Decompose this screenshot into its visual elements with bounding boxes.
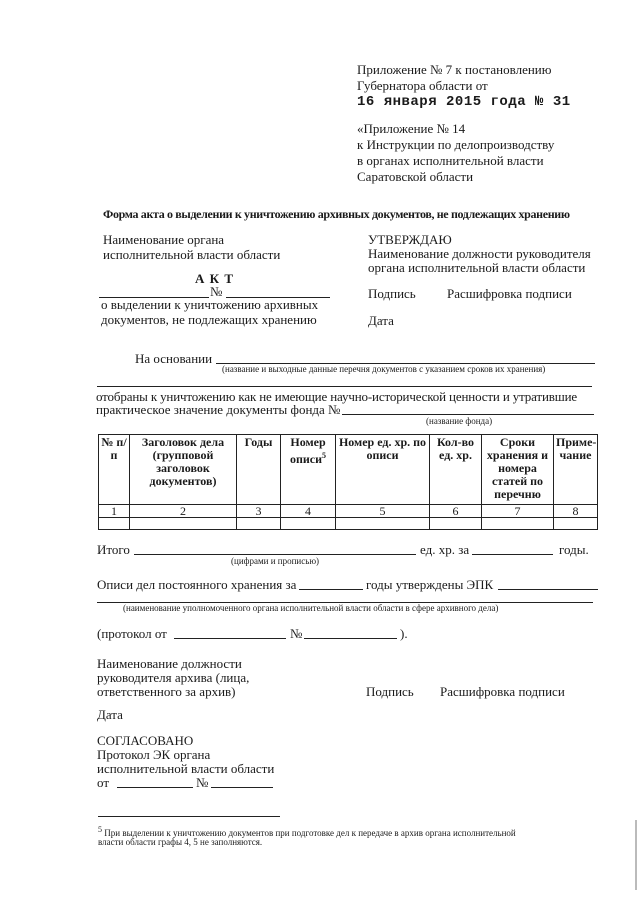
act-subject-line-2: документов, не подлежащих хранению <box>101 312 317 327</box>
documents-table <box>98 434 598 530</box>
protocol-date-line <box>174 638 286 639</box>
inventories-text-a: Описи дел постоянного хранения за <box>97 577 297 592</box>
col-header-storage-unit-number: Номер ед. хр. по описи <box>336 435 430 505</box>
column-number: 8 <box>554 505 598 518</box>
col-header-retention-terms: Сроки хранения и номера статей по перечню <box>482 435 554 505</box>
totals-label: Итого <box>97 542 130 557</box>
table-numbering-row <box>99 505 598 518</box>
header-line-2: Губернатора области от <box>357 78 488 93</box>
col-header-inventory-number <box>281 435 336 505</box>
footnote-separator <box>98 816 280 817</box>
agreed-number-sign: № <box>196 775 209 790</box>
approval-date-label: Дата <box>368 313 394 328</box>
footnote-reference: 5 <box>322 451 327 460</box>
agreed-line-2: исполнительной власти области <box>97 761 275 776</box>
protocol-number-sign: № <box>290 626 303 641</box>
approve-label: УТВЕРЖДАЮ <box>368 232 452 247</box>
scan-edge-mark <box>635 820 637 890</box>
col-header-number: № п/п <box>99 435 130 505</box>
form-title: Форма акта о выделении к уничтожению архивных документов, не подлежащих хранению <box>103 207 570 221</box>
totals-hint: (цифрами и прописью) <box>231 556 320 566</box>
approver-signature-decode-label: Расшифровка подписи <box>447 286 572 301</box>
footnote-mark: 5 <box>98 825 102 834</box>
table-cell <box>130 518 237 530</box>
protocol-text-c: ). <box>400 626 408 641</box>
totals-line <box>134 554 416 555</box>
archive-head-line-2: руководителя архива (лица, <box>97 670 250 685</box>
table-cell <box>99 518 130 530</box>
table-header-row <box>99 435 598 505</box>
basis-label: На основании <box>135 351 213 366</box>
column-number: 7 <box>482 505 554 518</box>
footnote-text-1: При выделении к уничтожению документов при подготовке дел к передаче в архив органа исполнительной <box>104 828 516 838</box>
column-number: 5 <box>336 505 430 518</box>
agreed-date-line <box>117 787 193 788</box>
col-header-years: Годы <box>237 435 281 505</box>
archive-head-line-1: Наименование должности <box>97 656 242 671</box>
organ-hint: (наименование уполномоченного органа исполнительной власти области в сфере архивного дела) <box>123 603 499 613</box>
act-title: А К Т <box>195 271 234 286</box>
agreed-number-line <box>211 787 273 788</box>
protocol-number-line <box>304 638 397 639</box>
table-cell <box>336 518 430 530</box>
quote-line-2: к Инструкции по делопроизводству <box>357 137 555 152</box>
fund-hint: (название фонда) <box>426 416 493 426</box>
column-number: 3 <box>237 505 281 518</box>
agreed-from-label: от <box>97 775 110 790</box>
act-subject-line-1: о выделении к уничтожению архивных <box>101 297 319 312</box>
header-line-1: Приложение № 7 к постановлению <box>357 62 552 77</box>
totals-years-label: годы. <box>559 542 589 557</box>
quote-line-3: в органах исполнительной власти <box>357 153 544 168</box>
act-number-sign: № <box>210 284 223 299</box>
quote-line-4: Саратовской области <box>357 169 474 184</box>
org-name-line-2: исполнительной власти области <box>103 247 281 262</box>
archive-date-label: Дата <box>97 707 123 722</box>
col-header-inventory-number-text: Номер описи <box>289 435 326 466</box>
col-header-case-title: Заголовок дела (групповой заголовок документов) <box>130 435 237 505</box>
inventories-years-line <box>299 589 363 590</box>
archive-signature-decode-label: Расшифровка подписи <box>440 684 565 699</box>
approver-position-line-2: органа исполнительной власти области <box>368 260 586 275</box>
table-cell <box>482 518 554 530</box>
selected-text-line-1: отобраны к уничтожению как не имеющие научно-исторической ценности и утратившие <box>96 389 578 404</box>
column-number: 1 <box>99 505 130 518</box>
org-name-line-1: Наименование органа <box>103 232 225 247</box>
agreed-title: СОГЛАСОВАНО <box>97 733 194 748</box>
archive-head-line-3: ответственного за архив) <box>97 684 236 699</box>
approver-position-line-1: Наименование должности руководителя <box>368 246 591 261</box>
basis-continuation-line <box>97 386 592 387</box>
epk-line <box>498 589 598 590</box>
totals-years-line <box>472 554 553 555</box>
column-number: 4 <box>281 505 336 518</box>
inventories-text-b: годы утверждены ЭПК <box>366 577 494 592</box>
selected-text-line-2: практическое значение документы фонда № <box>96 402 341 417</box>
column-number: 6 <box>430 505 482 518</box>
table-cell <box>430 518 482 530</box>
footnote-line-2: власти области графы 4, 5 не заполняются. <box>98 837 263 847</box>
decree-date-stamp: 16 января 2015 года № 31 <box>357 94 571 110</box>
approver-signature-label: Подпись <box>368 286 416 301</box>
archive-signature-label: Подпись <box>366 684 414 699</box>
totals-units-label: ед. хр. за <box>420 542 470 557</box>
agreed-line-1: Протокол ЭК органа <box>97 747 211 762</box>
quote-line-1: «Приложение № 14 <box>357 121 466 136</box>
table-cell <box>281 518 336 530</box>
col-header-note: Приме-чание <box>554 435 598 505</box>
table-cell <box>237 518 281 530</box>
fund-line <box>342 414 594 415</box>
protocol-text-a: (протокол от <box>97 626 167 641</box>
basis-hint: (название и выходные данные перечня документов с указанием сроков их хранения) <box>222 364 546 374</box>
col-header-unit-count: Кол-во ед. хр. <box>430 435 482 505</box>
table-empty-row <box>99 518 598 530</box>
column-number: 2 <box>130 505 237 518</box>
table-cell <box>554 518 598 530</box>
